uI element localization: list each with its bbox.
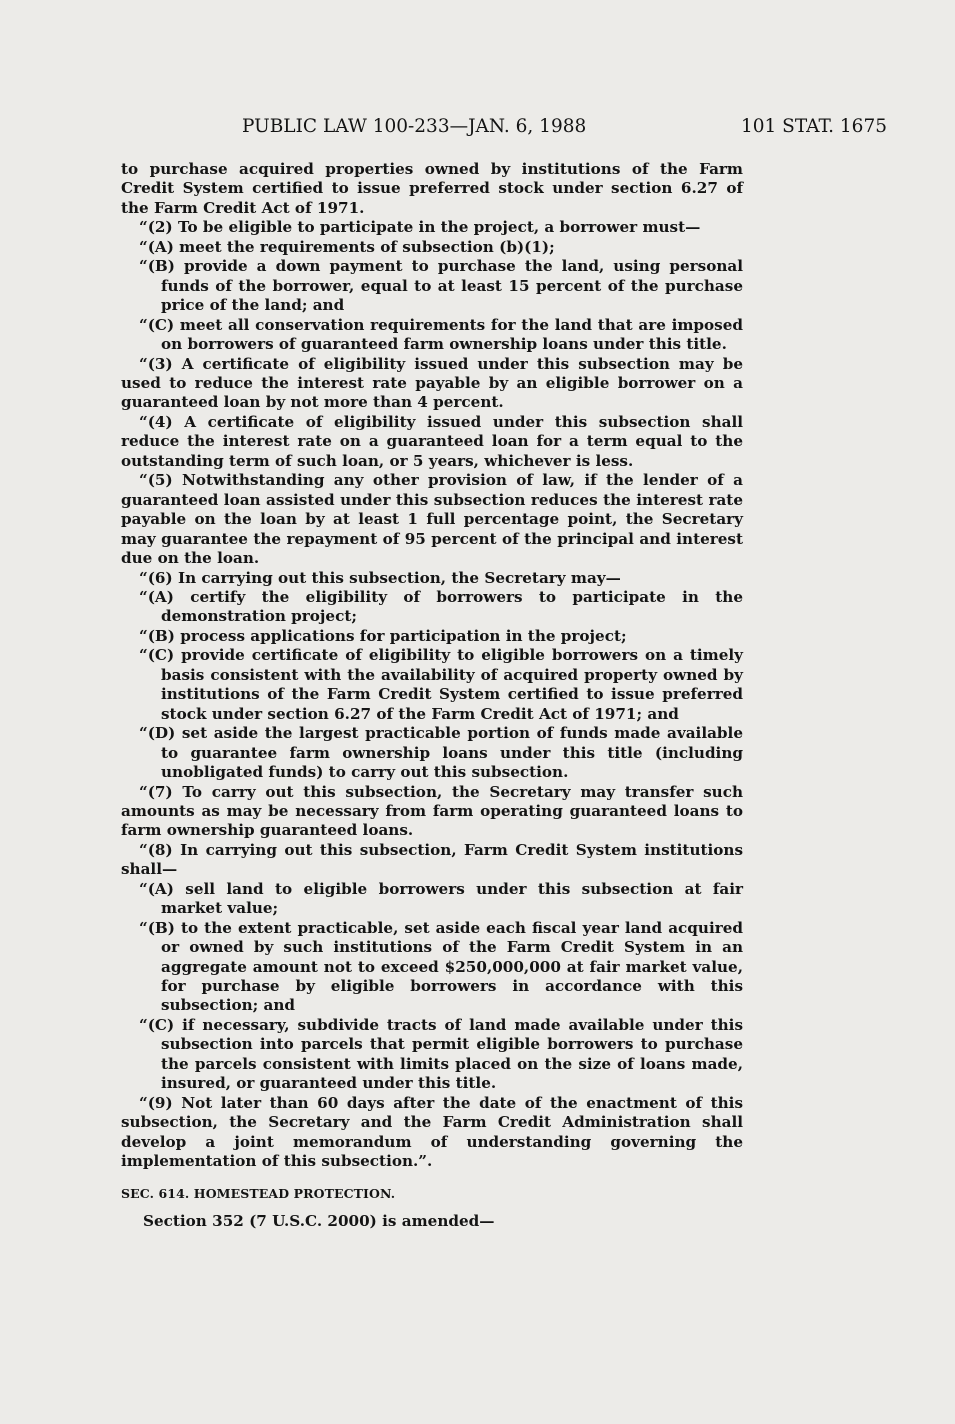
paragraph-9: “(9) Not later than 60 days after the date of the enactment of this subsection, the Secretary and the Farm Credit Administration shall develop a joint memorandum of understanding governing the implementation of this subsection.”. bbox=[121, 1093, 743, 1171]
subparagraph-8c: “(C) if necessary, subdivide tracts of land made available under this subsection into parcels that permit eligible borrowers to purchase the parcels consistent with limits placed on the size of loans made, insured, or guaranteed under this title. bbox=[139, 1015, 743, 1093]
paragraph-2: “(2) To be eligible to participate in the project, a borrower must— bbox=[139, 218, 701, 237]
subparagraph-2c: “(C) meet all conservation requirements for the land that are imposed on borrowers of guaranteed farm ownership loans under this title. bbox=[139, 315, 743, 354]
subparagraph-6b: “(B) process applications for participation in the project; bbox=[139, 626, 627, 645]
paragraph-7: “(7) To carry out this subsection, the Secretary may transfer such amounts as may be necessary from farm operating guaranteed loans to farm ownership guaranteed loans. bbox=[121, 782, 743, 840]
section-text: Section 352 (7 U.S.C. 2000) is amended— bbox=[143, 1212, 495, 1231]
subparagraph-8b: “(B) to the extent practicable, set aside each fiscal year land acquired or owned by such institutions of the Farm Credit System in an aggregate amount not to exceed $250,000,000 at fair market value, for purchase by eligible borrowers in accordance with this subsection; and bbox=[139, 918, 743, 1015]
subparagraph-6a: “(A) certify the eligibility of borrowers to participate in the demonstration project; bbox=[139, 587, 743, 626]
paragraph-4: “(4) A certificate of eligibility issued under this subsection shall reduce the interest rate on a guaranteed loan for a term equal to the outstanding term of such loan, or 5 years, whichever is less. bbox=[121, 412, 743, 470]
subparagraph-6c: “(C) provide certificate of eligibility to eligible borrowers on a timely basis consistent with the availability of acquired property owned by institutions of the Farm Credit System certified to issue preferred stock under section 6.27 of the Farm Credit Act of 1971; and bbox=[139, 646, 743, 723]
paragraph-6: “(6) In carrying out this subsection, the Secretary may— bbox=[139, 568, 621, 587]
subparagraph-2a: “(A) meet the requirements of subsection (b)(1); bbox=[139, 237, 555, 256]
subparagraph-8a: “(A) sell land to eligible borrowers under this subsection at fair market value; bbox=[139, 879, 743, 918]
subparagraph-2b: “(B) provide a down payment to purchase the land, using personal funds of the borrower, equal to at least 15 percent of the purchase price of the land; and bbox=[139, 257, 743, 315]
section-heading: SEC. 614. HOMESTEAD PROTECTION. bbox=[121, 1185, 396, 1201]
page-header bbox=[0, 116, 955, 142]
running-title: PUBLIC LAW 100-233—JAN. 6, 1988 bbox=[242, 116, 587, 137]
statute-page-number: 101 STAT. 1675 bbox=[740, 116, 887, 137]
statute-text bbox=[121, 160, 743, 1231]
paragraph-3: “(3) A certificate of eligibility issued under this subsection may be used to reduce the interest rate payable by an eligible borrower on a guaranteed loan by not more than 4 percent. bbox=[121, 354, 743, 412]
subparagraph-6d: “(D) set aside the largest practicable portion of funds made available to guarantee farm ownership loans under this title (including unobligated funds) to carry out this subsection. bbox=[139, 724, 743, 782]
paragraph-continued: to purchase acquired properties owned by institutions of the Farm Credit System certified to issue preferred stock under section 6.27 of the Farm Credit Act of 1971. bbox=[121, 160, 743, 217]
paragraph-8: “(8) In carrying out this subsection, Farm Credit System institutions shall— bbox=[121, 840, 743, 879]
paragraph-5: “(5) Notwithstanding any other provision of law, if the lender of a guaranteed loan assisted under this subsection reduces the interest rate payable on the loan by at least 1 full percentage point, the Secretary may guarantee the repayment of 95 percent of the principal and interest due on the loan. bbox=[121, 471, 743, 568]
